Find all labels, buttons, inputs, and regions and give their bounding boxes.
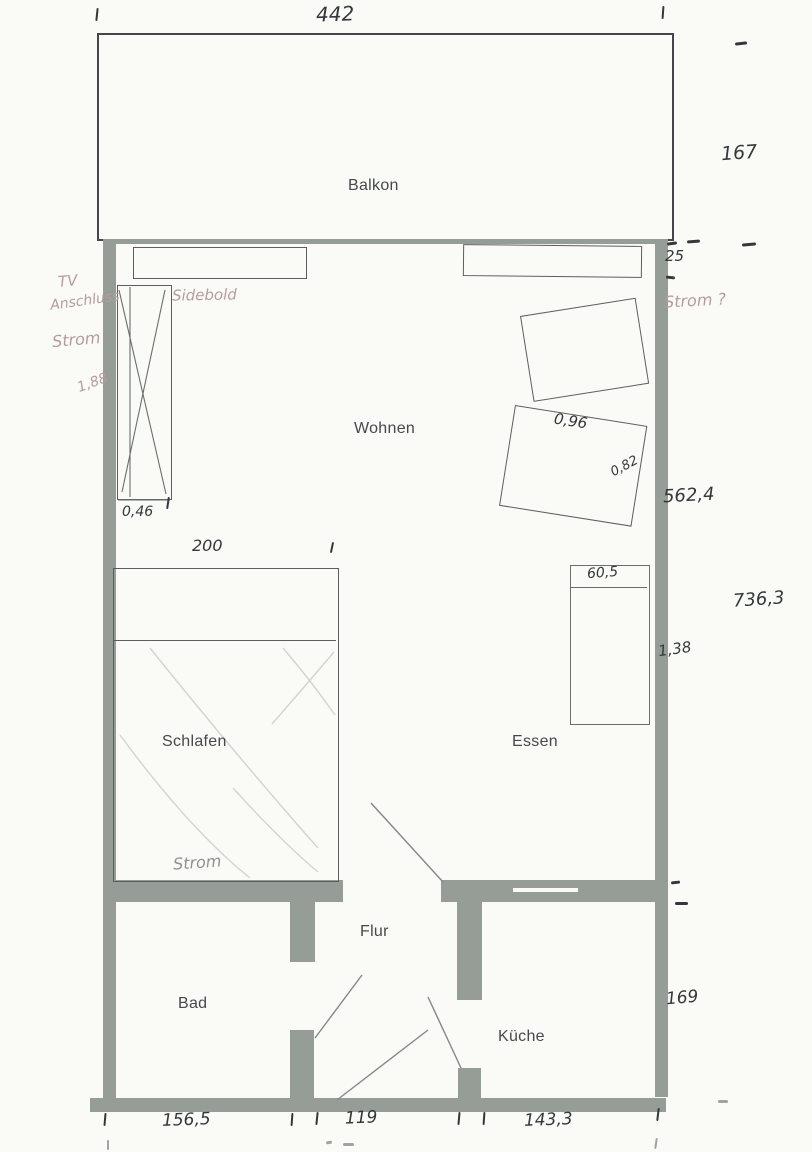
- tick-bottom-4: [457, 1112, 460, 1125]
- essen-table-inner-line: [571, 587, 647, 588]
- bed-outline: [113, 568, 339, 882]
- wall-bad-flur-upper: [290, 902, 315, 962]
- dim-top-width: 442: [315, 1, 355, 27]
- tick-bottom-6: [656, 1108, 660, 1121]
- room-label-kueche: Küche: [498, 1028, 545, 1045]
- room-label-wohnen: Wohnen: [354, 420, 416, 437]
- wall-flur-kueche-lower: [458, 1068, 481, 1100]
- dim-wohnen-item-a: 0,96: [552, 409, 589, 433]
- window-left: [133, 247, 307, 279]
- note-strom-schlafen: Strom: [172, 851, 222, 874]
- dim-flur-width: 119: [344, 1107, 378, 1129]
- dash-bottom-center-a: [326, 1140, 332, 1144]
- dim-essen-table: 60,5: [586, 563, 619, 583]
- dim-sideboard-depth: 0,46: [122, 504, 154, 520]
- wall-top: [103, 239, 668, 244]
- dim-bad-width: 156,5: [161, 1109, 212, 1131]
- dash-bottom-right: [718, 1100, 728, 1103]
- tick-top-right: [662, 6, 665, 19]
- dim-wohnen-item-b: 0,82: [608, 453, 641, 480]
- dim-right-total: 736,3: [732, 587, 786, 612]
- dim-right-window: 1,38: [656, 637, 693, 661]
- dash-top-right: [735, 41, 747, 45]
- dim-balcony-height: 167: [720, 140, 758, 166]
- dash-25-c: [742, 242, 756, 246]
- room-label-bad: Bad: [178, 995, 208, 1012]
- room-label-flur: Flur: [360, 923, 389, 940]
- wall-bad-flur-lower: [290, 1030, 314, 1100]
- wohnen-item-upper-outline: [520, 298, 649, 402]
- tick-sideboard: [166, 497, 170, 509]
- dim-kueche-width: 143,3: [523, 1109, 574, 1131]
- tick-bottom-5: [483, 1112, 486, 1125]
- wall-right: [655, 239, 668, 1097]
- tick-bottom-row2-left: [107, 1140, 109, 1150]
- note-strom-left: Strom: [51, 327, 102, 352]
- tick-bottom-2: [291, 1113, 294, 1126]
- note-strom-right: Strom ?: [663, 289, 727, 312]
- note-tv-anschluss: Anschluss: [49, 288, 121, 314]
- dim-sideboard-length: 1,88: [75, 370, 110, 396]
- dim-kueche-height: 169: [665, 986, 700, 1010]
- room-label-essen: Essen: [512, 733, 558, 750]
- room-label-schlafen: Schlafen: [162, 733, 227, 750]
- tick-bottom-1: [103, 1113, 106, 1126]
- note-tv: TV: [57, 271, 79, 291]
- sideboard-outline: [117, 285, 172, 500]
- balkon-outline: [97, 33, 674, 241]
- dim-bed-width: 200: [192, 536, 223, 555]
- dash-right-essen-b: [675, 902, 688, 905]
- dash-25-b: [687, 240, 700, 243]
- window-right: [463, 244, 642, 278]
- wall-flur-kueche-upper: [457, 902, 482, 1000]
- tick-bottom-3: [315, 1112, 318, 1125]
- dim-right-upper: 562,4: [662, 483, 716, 508]
- tick-bed-width: [330, 542, 334, 553]
- tick-bottom-row2-right: [654, 1138, 658, 1149]
- essen-table-outline: [570, 565, 650, 725]
- wall-schlafen-bottom: [103, 880, 343, 902]
- tick-top-left: [95, 8, 98, 21]
- wall-essen-bottom-gap: [513, 888, 578, 892]
- dim-wall-offset: 25: [665, 247, 685, 265]
- dash-25-a: [667, 241, 677, 245]
- room-label-balkon: Balkon: [348, 177, 399, 194]
- bed-headboard-line: [114, 640, 336, 641]
- note-sideboard: Sidebold: [171, 285, 237, 305]
- dash-bottom-center-b: [343, 1143, 354, 1146]
- dash-right-essen-a: [671, 881, 680, 884]
